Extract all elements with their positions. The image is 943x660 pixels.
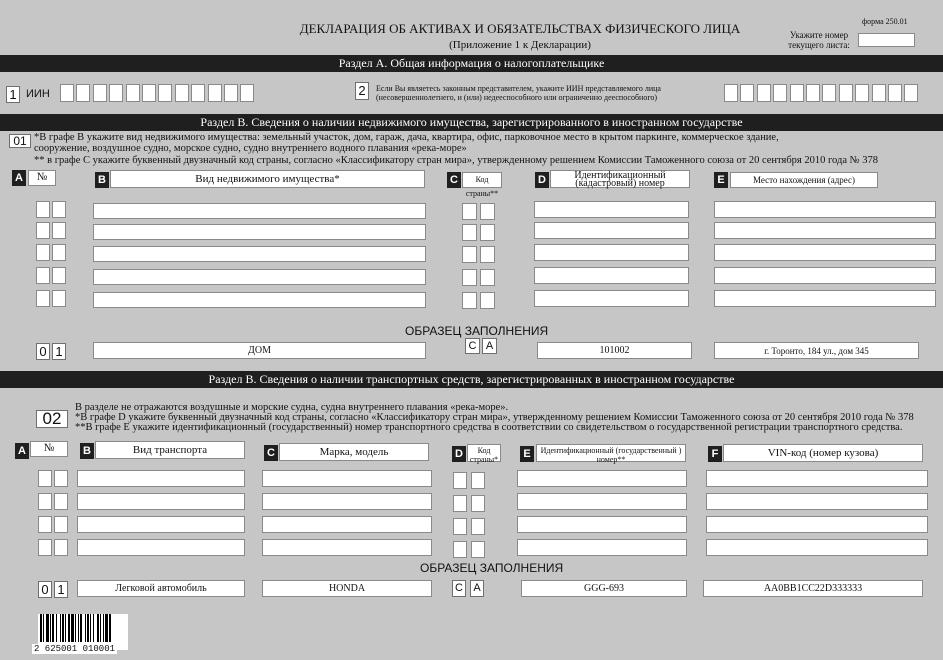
- barcode-bar: [80, 614, 82, 642]
- barcode-bar: [68, 614, 70, 642]
- realestate-note-1: *В графе В укажите вид недвижимого имущества: земельный участок, дом, гараж, дача, квартира, офис, парковочное место в крытом паркинге, коммерческое здание, сооружение, воздушное судно, морское судно, судно внутреннего водного плавания «река-море»: [34, 132, 779, 154]
- barcode-bar: [93, 614, 94, 642]
- realestate-row-number-cell[interactable]: [36, 267, 50, 284]
- representative-iin-digit-cell[interactable]: [773, 84, 787, 102]
- t-col-b-label: Вид транспорта: [95, 441, 245, 459]
- realestate-row-country-cell[interactable]: [480, 269, 495, 286]
- realestate-row-type-input[interactable]: [93, 292, 426, 308]
- iin-digit-cell[interactable]: [93, 84, 107, 102]
- representative-iin-digit-cell[interactable]: [724, 84, 738, 102]
- transport-row-id-input[interactable]: [517, 470, 687, 487]
- section-a-header: Раздел А. Общая информация о налогоплательщике: [0, 55, 943, 72]
- transport-row-model-input[interactable]: [262, 539, 432, 556]
- iin-digit-cell[interactable]: [76, 84, 90, 102]
- barcode-bar: [46, 614, 49, 642]
- realestate-row-number-cell[interactable]: [52, 290, 66, 307]
- transport-row-number-cell[interactable]: [38, 493, 52, 510]
- iin-digit-cell[interactable]: [175, 84, 189, 102]
- barcode-bar: [103, 614, 104, 642]
- representative-iin-digit-cell[interactable]: [806, 84, 820, 102]
- transport-row-type-input[interactable]: [77, 493, 245, 510]
- transport-sample-vin: AA0BB1CC22D333333: [703, 580, 923, 597]
- transport-row-country-cell[interactable]: [453, 541, 467, 558]
- realestate-row-country-cell[interactable]: [480, 246, 495, 263]
- barcode-bar: [62, 614, 64, 642]
- realestate-row-type-input[interactable]: [93, 224, 426, 240]
- transport-row-number-cell[interactable]: [54, 470, 68, 487]
- realestate-row-number-cell[interactable]: [52, 201, 66, 218]
- realestate-row-type-input[interactable]: [93, 269, 426, 285]
- col-e-label: Место нахождения (адрес): [730, 172, 878, 188]
- realestate-row-number-cell[interactable]: [52, 267, 66, 284]
- transport-row-country-cell[interactable]: [453, 495, 467, 512]
- transport-note-2: *В графе D укажите буквенный двузначный код страны, согласно «Классификатору стран мира», утвержденному решением Комиссии Таможенного союза от 20 сентября 2010 года № 378: [75, 412, 914, 423]
- transport-row-id-input[interactable]: [517, 539, 687, 556]
- transport-row-vin-input[interactable]: [706, 493, 928, 510]
- section-b-realestate-header: Раздел В. Сведения о наличии недвижимого имущества, зарегистрированного в иностранном государстве: [0, 114, 943, 131]
- realestate-row-country-cell[interactable]: [462, 203, 477, 220]
- realestate-row-country-cell[interactable]: [480, 292, 495, 309]
- transport-sample-c2: А: [470, 580, 484, 597]
- realestate-row-address-input[interactable]: [714, 222, 936, 239]
- form-code: форма 250.01: [862, 17, 908, 26]
- representative-iin-digit-cell[interactable]: [888, 84, 902, 102]
- realestate-row-country-cell[interactable]: [462, 224, 477, 241]
- representative-label: Если Вы являетесь законным представителем, укажите ИИН представляемого лица (несовершеннолетнего, и (или) недееспособного или ограниченно дееспособного): [376, 84, 661, 102]
- transport-row-country-cell[interactable]: [471, 518, 485, 535]
- barcode-bar: [87, 614, 89, 642]
- transport-row-id-input[interactable]: [517, 493, 687, 510]
- iin-digit-cell[interactable]: [208, 84, 222, 102]
- transport-row-type-input[interactable]: [77, 470, 245, 487]
- barcode-bar: [52, 614, 54, 642]
- realestate-sample-type: ДОМ: [93, 342, 426, 359]
- transport-note-3: **В графе Е укажите идентификационный (государственный) номер транспортного средства в соответствии со свидетельством о государственной регистрации транспортного средства.: [75, 422, 903, 433]
- realestate-row-address-input[interactable]: [714, 244, 936, 261]
- t-col-d-letter: D: [452, 446, 466, 462]
- representative-iin-digit-cell[interactable]: [839, 84, 853, 102]
- realestate-row-address-input[interactable]: [714, 290, 936, 307]
- barcode-bar: [43, 614, 44, 642]
- transport-sample-type: Легковой автомобиль: [77, 580, 245, 597]
- transport-row-model-input[interactable]: [262, 516, 432, 533]
- sheet-number-label: Укажите номер текущего листа:: [788, 30, 850, 50]
- transport-row-country-cell[interactable]: [453, 518, 467, 535]
- realestate-row-country-cell[interactable]: [462, 246, 477, 263]
- col-a-letter: A: [12, 170, 26, 186]
- col-b-letter: B: [95, 172, 109, 188]
- barcode-bar: [60, 614, 61, 642]
- barcode-bar: [78, 614, 79, 642]
- t-col-f-label: VIN-код (номер кузова): [723, 444, 923, 462]
- iin-field-number: 1: [6, 86, 20, 103]
- realestate-note-2: ** в графе С укажите буквенный двузначный код страны, согласно «Классификатору стран мира», утвержденному решением Комиссии Таможенного союза от 20 сентября 2010 года № 378: [34, 155, 879, 166]
- t-col-b-letter: B: [80, 443, 94, 459]
- realestate-sample-n2: 1: [52, 343, 66, 360]
- iin-label: ИИН: [26, 88, 50, 100]
- transport-note-1: В разделе не отражаются воздушные и морские судна, судна внутреннего плавания «река-море».: [75, 402, 509, 413]
- realestate-sample-c2: А: [482, 338, 497, 354]
- form-subtitle: (Приложение 1 к Декларации): [449, 39, 591, 51]
- realestate-row-country-cell[interactable]: [462, 269, 477, 286]
- barcode-bar: [97, 614, 99, 642]
- col-b-label: Вид недвижимого имущества*: [110, 170, 425, 188]
- iin-digit-cell[interactable]: [224, 84, 238, 102]
- representative-iin-digit-cell[interactable]: [790, 84, 804, 102]
- realestate-sample-title: ОБРАЗЕЦ ЗАПОЛНЕНИЯ: [405, 324, 549, 338]
- barcode-bar: [105, 614, 108, 642]
- barcode-text: 2 625001 010001: [34, 644, 116, 654]
- representative-iin-digit-cell[interactable]: [757, 84, 771, 102]
- realestate-row-number-cell[interactable]: [52, 244, 66, 261]
- col-d-label: Идентификационный (кадастровый) номер: [550, 170, 690, 188]
- realestate-row-number-cell[interactable]: [36, 222, 50, 239]
- realestate-row-country-cell[interactable]: [480, 203, 495, 220]
- transport-row-number-cell[interactable]: [38, 516, 52, 533]
- barcode-bar: [100, 614, 101, 642]
- barcode-bar: [85, 614, 86, 642]
- realestate-sample-n1: 0: [36, 343, 50, 360]
- realestate-row-address-input[interactable]: [714, 201, 936, 218]
- col-a-label: №: [28, 170, 56, 186]
- iin-digit-cell[interactable]: [60, 84, 74, 102]
- col-d-letter: D: [535, 172, 549, 188]
- transport-row-id-input[interactable]: [517, 516, 687, 533]
- sheet-number-input[interactable]: [858, 33, 915, 47]
- barcode-bar: [40, 614, 42, 642]
- barcode-bar: [109, 614, 111, 642]
- realestate-row-type-input[interactable]: [93, 246, 426, 262]
- t-col-f-letter: F: [708, 446, 722, 462]
- t-col-c-label: Марка, модель: [279, 443, 429, 461]
- transport-row-type-input[interactable]: [77, 516, 245, 533]
- realestate-row-id-input[interactable]: [534, 290, 689, 307]
- realestate-sample-address: г. Торонто, 184 ул., дом 345: [714, 342, 919, 359]
- t-col-d-label: Код страны*: [467, 444, 501, 462]
- transport-sample-n1: 0: [38, 581, 52, 598]
- representative-field-number: 2: [355, 82, 369, 100]
- transport-row-number-cell[interactable]: [38, 539, 52, 556]
- transport-row-number-cell[interactable]: [54, 493, 68, 510]
- transport-row-country-cell[interactable]: [471, 541, 485, 558]
- t-col-a-letter: A: [15, 443, 29, 459]
- transport-row-type-input[interactable]: [77, 539, 245, 556]
- col-c-label: Код страны**: [462, 172, 502, 188]
- transport-row-model-input[interactable]: [262, 493, 432, 510]
- iin-digit-cell[interactable]: [158, 84, 172, 102]
- barcode-bar: [75, 614, 76, 642]
- transport-sample-id: GGG-693: [521, 580, 687, 597]
- transport-row-country-cell[interactable]: [471, 472, 485, 489]
- barcode-bar: [90, 614, 91, 642]
- realestate-sample-c1: С: [465, 338, 480, 354]
- representative-iin-digit-cell[interactable]: [855, 84, 869, 102]
- barcode-bars-icon: [38, 614, 128, 642]
- realestate-row-id-input[interactable]: [534, 267, 689, 284]
- transport-sample-model: HONDA: [262, 580, 432, 597]
- realestate-row-number-cell[interactable]: [36, 290, 50, 307]
- iin-digit-cell[interactable]: [191, 84, 205, 102]
- t-col-a-label: №: [30, 441, 68, 457]
- realestate-row-id-input[interactable]: [534, 201, 689, 218]
- form-title: ДЕКЛАРАЦИЯ ОБ АКТИВАХ И ОБЯЗАТЕЛЬСТВАХ ФИЗИЧЕСКОГО ЛИЦА: [299, 21, 741, 36]
- barcode-bar: [50, 614, 51, 642]
- transport-row-country-cell[interactable]: [471, 495, 485, 512]
- realestate-row-type-input[interactable]: [93, 203, 426, 219]
- realestate-code: 01: [9, 134, 31, 148]
- realestate-row-address-input[interactable]: [714, 267, 936, 284]
- realestate-row-number-cell[interactable]: [52, 222, 66, 239]
- barcode-bar: [71, 614, 74, 642]
- realestate-row-country-cell[interactable]: [480, 224, 495, 241]
- col-e-letter: E: [714, 172, 728, 188]
- barcode-bar: [56, 614, 57, 642]
- t-col-e-letter: E: [520, 446, 534, 462]
- representative-iin-digit-cell[interactable]: [822, 84, 836, 102]
- transport-row-number-cell[interactable]: [38, 470, 52, 487]
- transport-sample-c1: С: [452, 580, 466, 597]
- t-col-c-letter: C: [264, 445, 278, 461]
- realestate-row-number-cell[interactable]: [36, 244, 50, 261]
- realestate-row-number-cell[interactable]: [36, 201, 50, 218]
- iin-digit-cell[interactable]: [142, 84, 156, 102]
- transport-sample-n2: 1: [54, 581, 68, 598]
- transport-code: 02: [36, 410, 68, 428]
- iin-digit-cell[interactable]: [126, 84, 140, 102]
- transport-row-model-input[interactable]: [262, 470, 432, 487]
- section-b-transport-header: Раздел В. Сведения о наличии транспортных средств, зарегистрированных в иностранном государстве: [0, 371, 943, 388]
- transport-row-vin-input[interactable]: [706, 539, 928, 556]
- barcode-bar: [65, 614, 66, 642]
- realestate-row-country-cell[interactable]: [462, 292, 477, 309]
- iin-digit-cell[interactable]: [240, 84, 254, 102]
- representative-iin-digit-cell[interactable]: [872, 84, 886, 102]
- realestate-row-id-input[interactable]: [534, 244, 689, 261]
- transport-row-vin-input[interactable]: [706, 516, 928, 533]
- representative-iin-digit-cell[interactable]: [740, 84, 754, 102]
- transport-row-number-cell[interactable]: [54, 516, 68, 533]
- transport-row-country-cell[interactable]: [453, 472, 467, 489]
- t-col-e-label: Идентификационный (государственный ) номер**: [536, 444, 686, 462]
- realestate-sample-id: 101002: [537, 342, 692, 359]
- transport-sample-title: ОБРАЗЕЦ ЗАПОЛНЕНИЯ: [420, 561, 564, 575]
- realestate-row-id-input[interactable]: [534, 222, 689, 239]
- transport-row-vin-input[interactable]: [706, 470, 928, 487]
- iin-digit-cell[interactable]: [109, 84, 123, 102]
- transport-row-number-cell[interactable]: [54, 539, 68, 556]
- representative-iin-digit-cell[interactable]: [904, 84, 918, 102]
- col-c-letter: C: [447, 172, 461, 188]
